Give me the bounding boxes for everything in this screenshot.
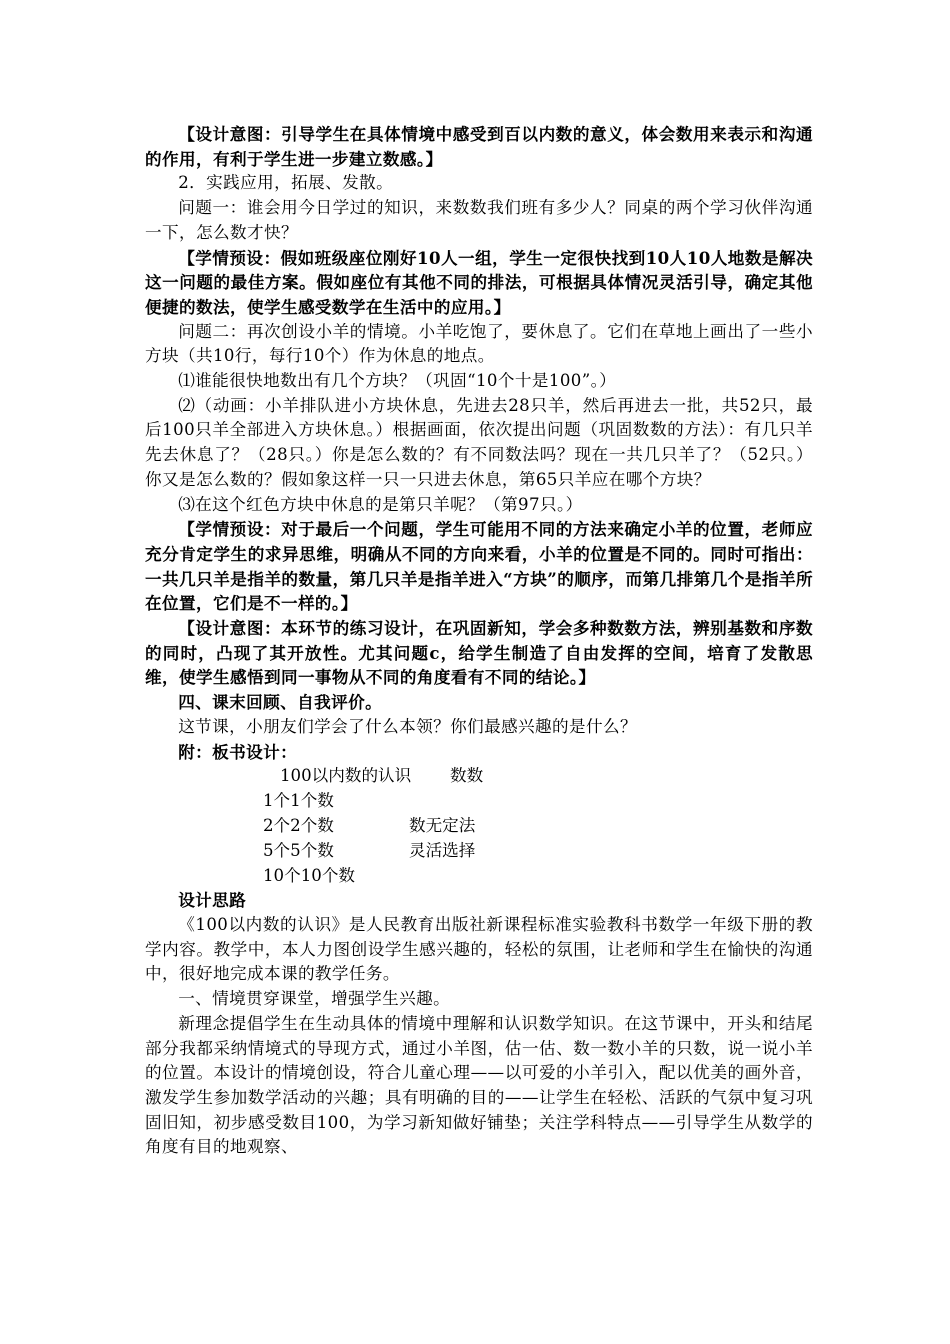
board-row-note: 数无定法: [409, 816, 476, 836]
board-row-note: 灵活选择: [409, 841, 476, 861]
board-row: 10个10个数: [263, 866, 356, 886]
design-thoughts-paragraph: 《100以内数的认识》是人民教育出版社新课程标准实验教科书数学一年级下册的教学内容。教学中，本人力图创设学生感兴趣的，轻松的氛围，让老师和学生在愉快的沟通中，很好地完成本课的教学任务。: [145, 914, 813, 984]
list-item: ⑴谁能很快地数出有几个方块？（巩固“10个十是100”。）: [178, 371, 617, 391]
board-row: 2个2个数: [263, 816, 334, 836]
list-item: ⑶在这个红色方块中休息的是第只羊呢？（第97只。）: [178, 494, 583, 514]
document-page: [145, 122, 813, 1160]
design-intent-paragraph: 【设计意图：引导学生在具体情境中感受到百以内数的意义，体会数用来表示和沟通的作用，有利于学生进一步建立数感。】: [145, 124, 813, 169]
board-row: 1个1个数: [263, 791, 334, 811]
board-row: 5个5个数: [263, 841, 334, 861]
student-preset-paragraph: 【学情预设：假如班级座位刚好10人一组，学生一定很快找到10人10人地数是解决这一问题的最佳方案。假如座位有其他不同的排法，可根据具体情况灵活引导，确定其他便捷的数法，使学生感受数学在生活中的应用。】: [145, 247, 813, 317]
section-heading: 2．实践应用，拓展、发散。: [178, 173, 394, 193]
review-question: 这节课，小朋友们学会了什么本领？你们最感兴趣的是什么？: [178, 716, 638, 736]
list-item: ⑵（动画：小羊排队进小方块休息，先进去28只羊，然后再进去一批，共52只，最后100只羊全部进入方块休息。）根据画面，依次提出问题（巩固数数的方法）：有几只羊先去休息了？（28只。）你是怎么数的？有不同数法吗？现在一共几只羊了？（52只。）你又是怎么数的？假如象这样一只一只进去休息，第65只羊应在哪个方块？: [145, 395, 813, 489]
section-heading: 四、课末回顾、自我评价。: [178, 692, 383, 713]
board-title-right: 数数: [450, 766, 484, 786]
question-two-paragraph: 问题二：再次创设小羊的情境。小羊吃饱了，要休息了。它们在草地上画出了一些小方块（共10行，每行10个）作为休息的地点。: [145, 321, 813, 366]
body-paragraph: 新理念提倡学生在生动具体的情境中理解和认识数学知识。在这节课中，开头和结尾部分我都采纳情境式的导现方式，通过小羊图，估一估、数一数小羊的只数，说一说小羊的位置。本设计的情境创设，符合儿童心理——以可爱的小羊引入，配以优美的画外音，激发学生参加数学活动的兴趣；具有明确的目的——让学生在轻松、活跃的气氛中复习巩固旧知，初步感受数目100，为学习新知做好铺垫；关注学科特点——引导学生从数学的角度有目的地观察、: [145, 1013, 813, 1157]
design-intent-paragraph: 【设计意图：本环节的练习设计，在巩固新知，学会多种数数方法，辨别基数和序数的同时，凸现了其开放性。尤其问题c，给学生制造了自由发挥的空间，培育了发散思维，使学生感悟到同一事物从不同的角度看有不同的结论。】: [145, 618, 813, 688]
blackboard-design: [145, 764, 813, 888]
section-heading: 一、情境贯穿课堂，增强学生兴趣。: [178, 989, 451, 1009]
board-title: 100以内数的认识: [280, 766, 412, 786]
design-thoughts-heading: 设计思路: [178, 890, 247, 911]
question-one-paragraph: 问题一：谁会用今日学过的知识，来数数我们班有多少人？同桌的两个学习伙伴沟通一下，怎么数才快？: [145, 198, 813, 242]
appendix-heading: 附：板书设计：: [178, 741, 298, 762]
student-preset-paragraph: 【学情预设：对于最后一个问题，学生可能用不同的方法来确定小羊的位置，老师应充分肯定学生的求异思维，明确从不同的方向来看，小羊的位置是不同的。同时可指出：一共几只羊是指羊的数量，第几只羊是指羊进入“方块”的顺序，而第几排第几个是指羊所在位置，它们是不一样的。】: [145, 519, 813, 614]
